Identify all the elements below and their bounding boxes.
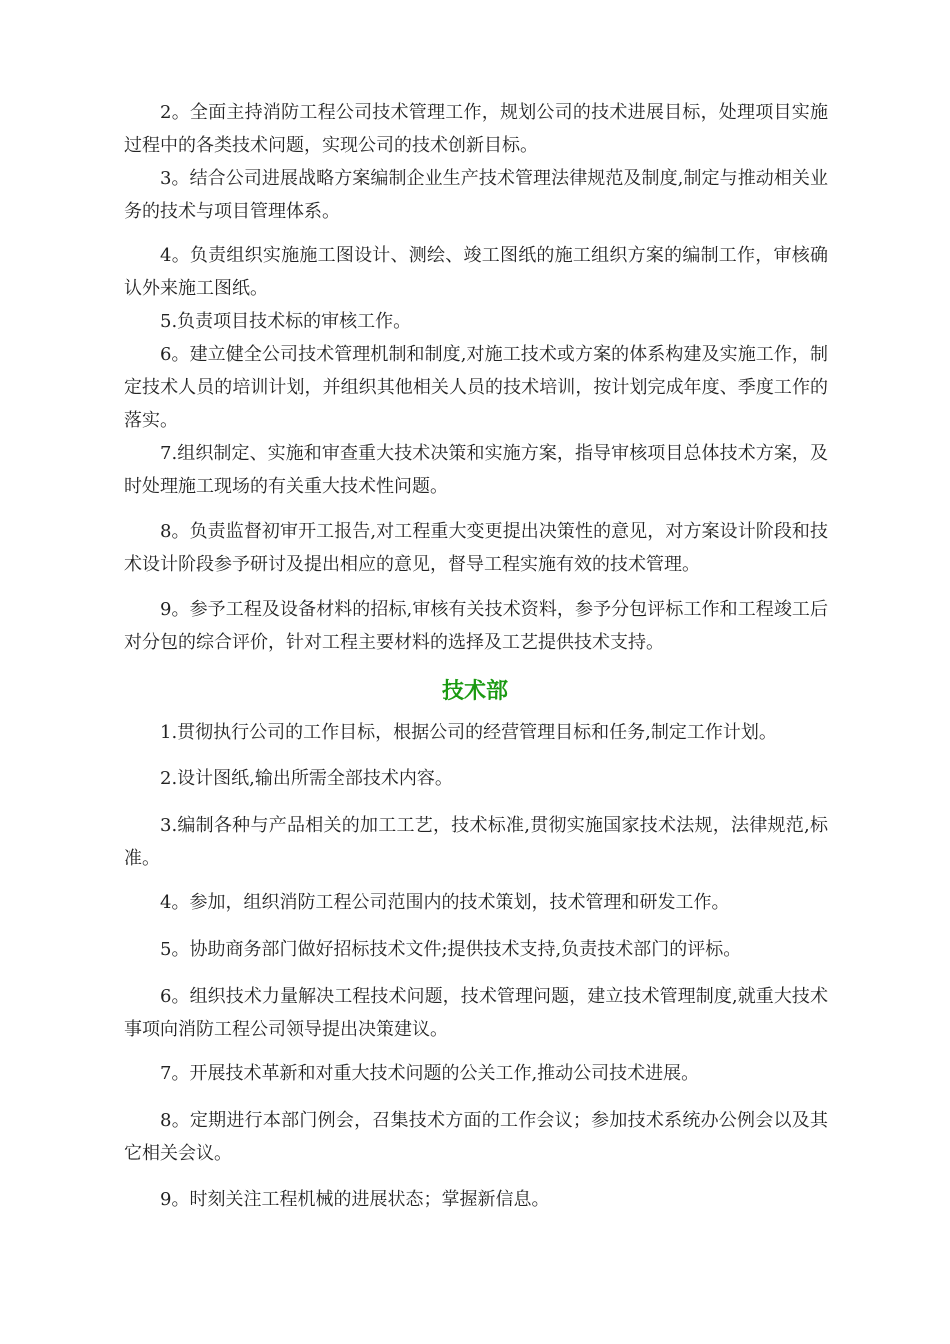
duty-item-2: 2。全面主持消防工程公司技术管理工作，规划公司的技术进展目标，处理项目实施过程中的各类技术问题，实现公司的技术创新目标。 (124, 102, 828, 156)
duty-item-5: 5.负责项目技术标的审核工作。 (160, 311, 412, 332)
tech-dept-item-6: 6。组织技术力量解决工程技术问题，技术管理问题，建立技术管理制度,就重大技术事项向消防工程公司领导提出决策建议。 (124, 986, 828, 1040)
duty-item-6: 6。建立健全公司技术管理机制和制度,对施工技术或方案的体系构建及实施工作，制定技术人员的培训计划，并组织其他相关人员的技术培训，按计划完成年度、季度工作的落实。 (124, 344, 828, 431)
tech-dept-item-8: 8。定期进行本部门例会，召集技术方面的工作会议；参加技术系统办公例会以及其它相关会议。 (124, 1110, 828, 1164)
duty-item-9: 9。参予工程及设备材料的招标,审核有关技术资料，参予分包评标工作和工程竣工后对分包的综合评价，针对工程主要材料的选择及工艺提供技术支持。 (124, 599, 828, 653)
tech-dept-item-9: 9。时刻关注工程机械的进展状态；掌握新信息。 (160, 1189, 550, 1210)
tech-dept-item-3: 3.编制各种与产品相关的加工工艺，技术标准,贯彻实施国家技术法规，法律规范,标准。 (124, 815, 828, 869)
tech-dept-item-7: 7。开展技术革新和对重大技术问题的公关工作,推动公司技术进展。 (160, 1063, 700, 1084)
duty-item-3: 3。结合公司进展战略方案编制企业生产技术管理法律规范及制度,制定与推动相关业务的技术与项目管理体系。 (124, 168, 828, 222)
tech-dept-item-5: 5。协助商务部门做好招标技术文件;提供技术支持,负责技术部门的评标。 (160, 939, 742, 960)
tech-dept-item-1: 1.贯彻执行公司的工作目标，根据公司的经营管理目标和任务,制定工作计划。 (160, 722, 777, 743)
tech-dept-item-2: 2.设计图纸,输出所需全部技术内容。 (160, 768, 453, 789)
tech-dept-item-4: 4。参加，组织消防工程公司范围内的技术策划，技术管理和研发工作。 (160, 892, 730, 913)
duty-item-7: 7.组织制定、实施和审查重大技术决策和实施方案，指导审核项目总体技术方案，及时处理施工现场的有关重大技术性问题。 (124, 443, 828, 497)
duty-item-4: 4。负责组织实施施工图设计、测绘、竣工图纸的施工组织方案的编制工作，审核确认外来施工图纸。 (124, 245, 828, 299)
duty-item-8: 8。负责监督初审开工报告,对工程重大变更提出决策性的意见，对方案设计阶段和技术设计阶段参予研讨及提出相应的意见，督导工程实施有效的技术管理。 (124, 521, 828, 575)
section-heading: 技术部 (441, 679, 508, 704)
